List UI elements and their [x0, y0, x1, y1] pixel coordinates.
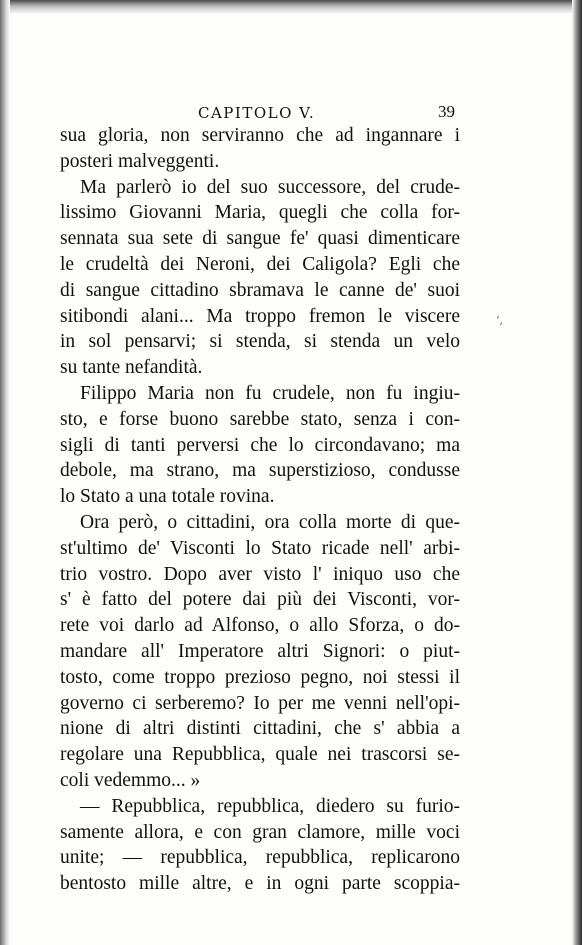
- text-line: Filippo Maria non fu crudele, non fu ingiu-: [80, 382, 460, 404]
- text-line: su tante nefandità.: [60, 357, 203, 379]
- text-line: trio vostro. Dopo aver visto l' iniquo uso che: [60, 563, 460, 585]
- text-line: lissimo Giovanni Maria, quegli che colla for-: [60, 202, 460, 224]
- text-line: bentosto mille altre, e in ogni parte scoppia-: [60, 873, 460, 895]
- text-line: rete voi darlo ad Alfonso, o allo Sforza, o do-: [60, 615, 460, 637]
- page-right-edge-shadow: [572, 0, 582, 945]
- text-line: nione di altri distinti cittadini, che s' abbia a: [60, 718, 460, 740]
- text-line: Ma parlerò io del suo successore, del crude-: [80, 176, 460, 198]
- text-line: samente allora, e con gran clamore, mille voci: [60, 821, 460, 843]
- text-line: st'ultimo de' Visconti lo Stato ricade nell' arbi-: [60, 537, 460, 559]
- page-left-edge-shadow: [0, 0, 10, 945]
- text-line: tosto, come troppo prezioso pegno, noi stessi il: [60, 666, 460, 688]
- text-line: debole, ma strano, ma superstizioso, condusse: [60, 460, 460, 482]
- text-line: le crudeltà dei Neroni, dei Caligola? Egli che: [60, 253, 460, 275]
- text-line: sennata sua sete di sangue fe' quasi dimenticare: [60, 228, 460, 250]
- text-line: sigli di tanti perversi che lo circondavano; ma: [60, 434, 460, 456]
- text-line: posteri malveggenti.: [60, 150, 220, 172]
- running-title: CAPITOLO V.: [198, 104, 316, 122]
- print-speck: ‘,: [496, 314, 503, 327]
- text-line: sto, e forse buono sarebbe stato, senza i con-: [60, 408, 460, 430]
- text-line: unite; — repubblica, repubblica, replicarono: [60, 847, 460, 869]
- text-line: — Repubblica, repubblica, diedero su furio-: [80, 795, 460, 817]
- text-line: lo Stato a una totale rovina.: [60, 486, 275, 508]
- page-number: 39: [438, 102, 455, 121]
- text-line: sitibondi alani... Ma troppo fremon le viscere: [60, 305, 460, 327]
- body-text: [60, 123, 460, 897]
- text-line: di sangue cittadino sbramava le canne de' suoi: [60, 279, 460, 301]
- text-line: regolare una Repubblica, quale nei trascorsi se-: [60, 744, 460, 766]
- text-line: Ora però, o cittadini, ora colla morte di que-: [80, 511, 460, 533]
- text-line: in sol pensarvi; si stenda, si stenda un velo: [60, 331, 460, 353]
- text-line: s' è fatto del potere dai più dei Visconti, vor-: [60, 589, 460, 611]
- page-top-edge-shadow: [0, 0, 582, 14]
- text-line: mandare all' Imperatore altri Signori: o piut-: [60, 640, 460, 662]
- text-line: sua gloria, non serviranno che ad ingannare i: [60, 125, 460, 146]
- text-line: coli vedemmo... »: [60, 769, 201, 791]
- text-line: governo ci serberemo? Io per me venni nell'opi-: [60, 692, 460, 714]
